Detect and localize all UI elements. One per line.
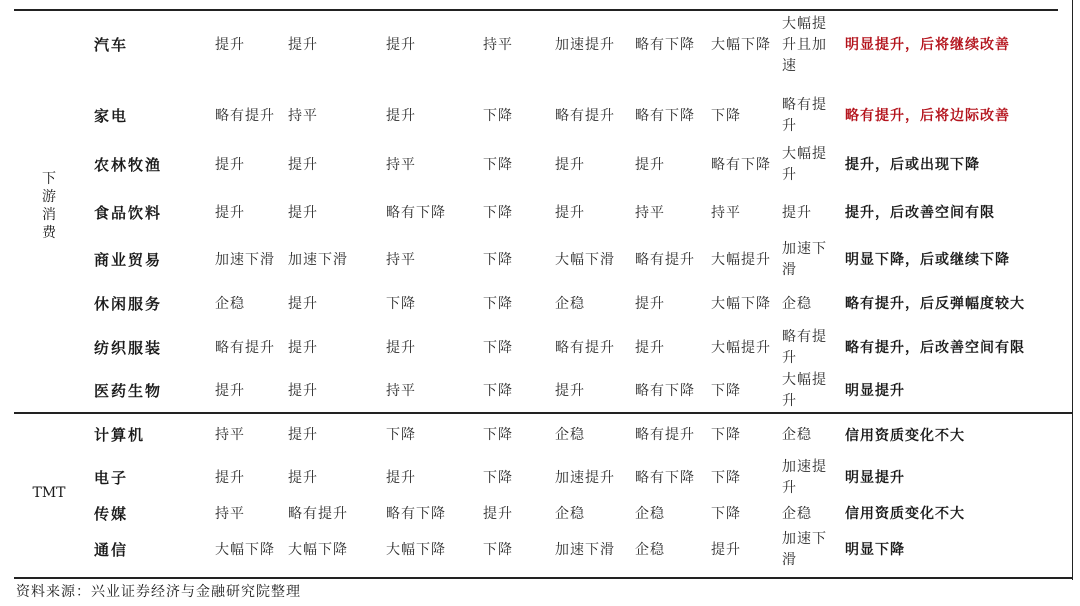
table-row (14, 282, 1072, 326)
summary-cell: 信用资质变化不大 (845, 427, 965, 444)
industry-name: 食品饮料 (94, 203, 163, 222)
table-row (14, 413, 1072, 457)
indicator-cell: 略有提升 (215, 107, 275, 124)
indicator-cell: 略有下降 (386, 505, 446, 522)
table-row (14, 0, 1072, 90)
indicator-cell: 提升 (288, 295, 318, 312)
indicator-cell: 提升 (288, 469, 318, 486)
indicator-cell: 持平 (386, 156, 416, 173)
summary-cell: 信用资质变化不大 (845, 506, 965, 522)
industry-name: 计算机 (94, 426, 146, 444)
indicator-cell: 下降 (483, 156, 513, 173)
table-row (14, 529, 1072, 571)
indicator-cell: 大幅下降 (288, 541, 348, 558)
summary-cell: 明显下降，后或继续下降 (845, 252, 1010, 268)
indicator-cell: 提升 (555, 156, 585, 173)
indicator-cell: 加速下滑 (782, 531, 827, 568)
indicator-cell: 提升 (288, 36, 318, 53)
indicator-cell: 大幅下降 (711, 295, 771, 312)
indicator-cell: 下降 (386, 295, 416, 312)
indicator-cell: 略有下降 (635, 36, 695, 53)
indicator-cell: 提升 (288, 339, 318, 356)
indicator-cell: 大幅下降 (386, 541, 446, 558)
group-label (14, 413, 84, 571)
indicator-cell: 企稳 (215, 295, 245, 312)
indicator-cell: 略有提升 (215, 339, 275, 356)
indicator-cell: 大幅提升 (711, 339, 771, 356)
industry-name: 汽车 (94, 35, 129, 54)
indicator-cell: 提升 (635, 339, 665, 356)
indicator-cell: 提升 (386, 36, 416, 53)
indicator-cell: 大幅下滑 (555, 251, 615, 268)
industry-name: 纺织服装 (94, 338, 163, 357)
table-row (14, 326, 1072, 370)
indicator-cell: 提升 (483, 505, 513, 522)
indicator-cell: 企稳 (555, 505, 585, 522)
indicator-cell: 下降 (483, 339, 513, 356)
indicator-cell: 加速提升 (782, 459, 827, 496)
industry-credit-table (14, 0, 1072, 571)
indicator-cell: 提升 (215, 36, 245, 53)
table-row (14, 90, 1072, 142)
indicator-cell: 大幅提升 (782, 146, 827, 183)
industry-name: 家电 (94, 106, 129, 125)
indicator-cell: 下降 (483, 295, 513, 312)
indicator-cell: 提升 (215, 469, 245, 486)
indicator-cell: 提升 (211, 370, 284, 413)
indicator-cell: 持平 (382, 370, 479, 413)
indicator-cell: 略有提升 (288, 505, 348, 522)
indicator-cell: 略有下降 (386, 204, 446, 221)
indicator-cell: 企稳 (782, 427, 812, 443)
table-row (14, 188, 1072, 238)
indicator-cell: 提升 (215, 156, 245, 173)
summary-cell: 明显提升，后将继续改善 (845, 37, 1010, 53)
indicator-cell: 下降 (479, 370, 551, 413)
indicator-cell: 略有下降 (711, 156, 771, 173)
indicator-cell: 企稳 (555, 427, 585, 443)
indicator-cell: 略有提升 (635, 427, 695, 443)
indicator-cell: 企稳 (782, 295, 812, 312)
indicator-cell: 持平 (288, 107, 318, 124)
indicator-cell: 企稳 (555, 295, 585, 312)
indicator-cell: 下降 (711, 427, 741, 443)
industry-name: 传媒 (94, 504, 129, 523)
indicator-cell: 持平 (386, 251, 416, 268)
indicator-cell: 提升 (555, 204, 585, 221)
indicator-cell: 加速提升 (555, 36, 615, 53)
summary-cell: 略有提升，后改善空间有限 (845, 340, 1025, 356)
table-row (14, 370, 1072, 413)
industry-name: 商业贸易 (94, 250, 163, 269)
indicator-cell: 下降 (483, 107, 513, 124)
indicator-cell: 略有下降 (635, 107, 695, 124)
indicator-cell: 下降 (707, 370, 778, 413)
indicator-cell: 略有提升 (782, 97, 827, 134)
indicator-cell: 提升 (551, 370, 631, 413)
indicator-cell: 大幅下降 (215, 541, 275, 558)
table-row (14, 499, 1072, 529)
indicator-cell: 下降 (483, 251, 513, 268)
industry-name: 电子 (94, 468, 129, 487)
indicator-cell: 下降 (711, 505, 741, 522)
indicator-cell: 加速下滑 (782, 241, 827, 278)
industry-name: 通信 (94, 540, 129, 559)
table-row (14, 457, 1072, 499)
indicator-cell: 持平 (711, 204, 741, 221)
indicator-cell: 略有提升 (555, 339, 615, 356)
indicator-cell: 持平 (215, 427, 245, 443)
indicator-cell: 提升 (215, 204, 245, 221)
indicator-cell: 提升 (635, 295, 665, 312)
indicator-cell: 持平 (483, 36, 513, 53)
indicator-cell: 下降 (711, 107, 741, 124)
indicator-cell: 大幅下降 (711, 36, 771, 53)
indicator-cell: 提升 (386, 469, 416, 486)
indicator-cell: 大幅提升且加速 (782, 15, 827, 74)
indicator-cell: 企稳 (635, 505, 665, 522)
indicator-cell: 提升 (711, 541, 741, 558)
indicator-cell: 略有下降 (631, 370, 707, 413)
indicator-cell: 下降 (386, 427, 416, 443)
industry-credit-table-frame (14, 0, 1073, 580)
indicator-cell: 略有提升 (782, 329, 827, 366)
industry-name: 休闲服务 (94, 294, 163, 313)
indicator-cell: 加速下滑 (215, 251, 275, 268)
indicator-cell: 提升 (635, 156, 665, 173)
indicator-cell: 大幅提升 (711, 251, 771, 268)
indicator-cell: 提升 (284, 370, 382, 413)
indicator-cell: 大幅提升 (778, 370, 841, 413)
summary-cell: 提升，后改善空间有限 (845, 205, 995, 221)
indicator-cell: 提升 (386, 339, 416, 356)
indicator-cell: 加速下滑 (288, 251, 348, 268)
summary-cell: 略有提升，后将边际改善 (845, 108, 1010, 124)
group-label (14, 0, 84, 413)
group-label-text: TMT (32, 484, 66, 501)
group-label-text: 下游消费 (42, 171, 56, 241)
indicator-cell: 持平 (215, 505, 245, 522)
indicator-cell: 下降 (711, 469, 741, 486)
table-bottom-rule (14, 577, 1072, 579)
industry-name: 医药生物 (84, 370, 211, 413)
indicator-cell: 持平 (635, 204, 665, 221)
indicator-cell: 提升 (288, 427, 318, 443)
indicator-cell: 略有下降 (635, 469, 695, 486)
indicator-cell: 提升 (782, 204, 812, 221)
summary-cell: 明显提升 (841, 370, 1072, 413)
indicator-cell: 加速提升 (555, 469, 615, 486)
indicator-cell: 提升 (386, 107, 416, 124)
summary-cell: 明显下降 (845, 542, 905, 558)
indicator-cell: 下降 (483, 427, 513, 443)
industry-name: 农林牧渔 (94, 155, 163, 174)
source-note: 资料来源：兴业证券经济与金融研究院整理 (16, 584, 301, 600)
indicator-cell: 下降 (483, 469, 513, 486)
indicator-cell: 下降 (483, 204, 513, 221)
summary-cell: 略有提升，后反弹幅度较大 (845, 296, 1025, 312)
indicator-cell: 下降 (483, 541, 513, 558)
indicator-cell: 提升 (288, 156, 318, 173)
table-row (14, 238, 1072, 282)
indicator-cell: 企稳 (782, 505, 812, 522)
summary-cell: 明显提升 (845, 470, 905, 486)
indicator-cell: 企稳 (635, 541, 665, 558)
table-row (14, 142, 1072, 188)
indicator-cell: 提升 (288, 204, 318, 221)
indicator-cell: 加速下滑 (555, 541, 615, 558)
indicator-cell: 略有提升 (555, 107, 615, 124)
summary-cell: 提升，后或出现下降 (845, 157, 980, 173)
indicator-cell: 略有提升 (635, 251, 695, 268)
